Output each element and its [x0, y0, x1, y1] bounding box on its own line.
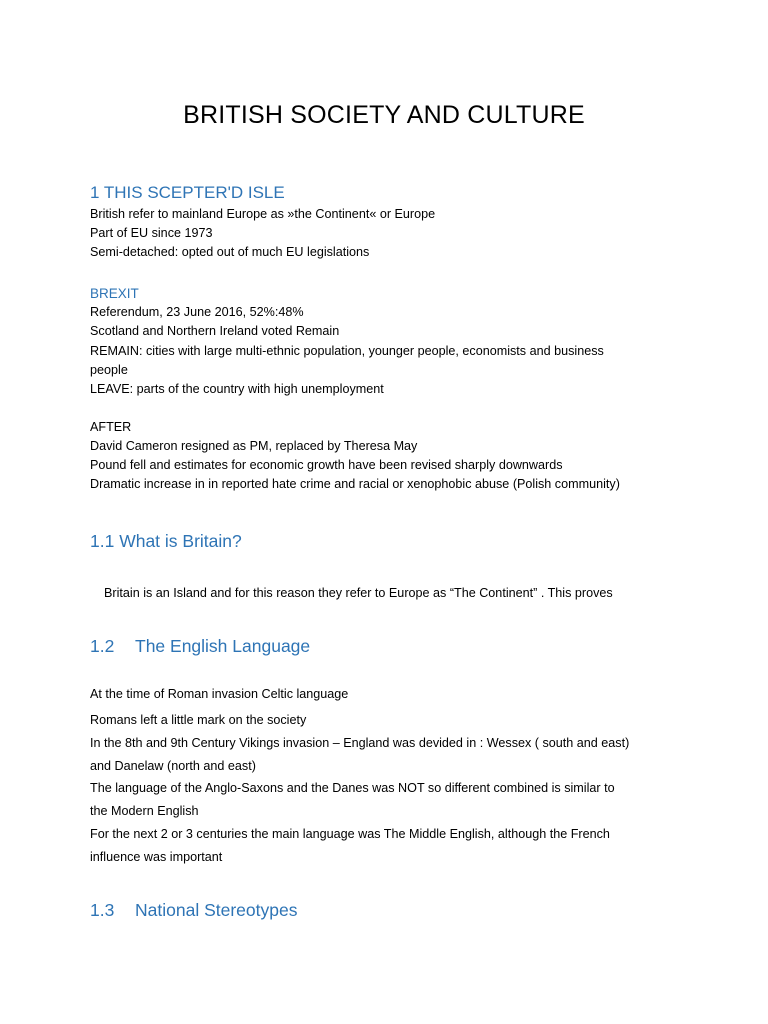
section-1-2-line: At the time of Roman invasion Celtic language: [90, 687, 349, 701]
section-1-2-line: influence was important: [90, 850, 223, 864]
after-line: Pound fell and estimates for economic growth have been revised sharply downwards: [90, 458, 563, 472]
after-line: David Cameron resigned as PM, replaced by Theresa May: [90, 439, 418, 453]
section-1-3-number: 1.3: [90, 900, 115, 920]
section-1-3-heading: [90, 898, 297, 922]
section-1-3-title: National Stereotypes: [135, 900, 298, 920]
section-1-2-title: The English Language: [135, 636, 311, 656]
section-1-line: British refer to mainland Europe as »the Continent« or Europe: [90, 207, 436, 221]
section-1-line: Semi-detached: opted out of much EU legislations: [90, 245, 370, 259]
section-1-2-line: In the 8th and 9th Century Vikings invasion – England was devided in : Wessex ( south and east): [90, 736, 630, 750]
document-title: BRITISH SOCIETY AND CULTURE: [183, 101, 585, 129]
brexit-line: REMAIN: cities with large multi-ethnic population, younger people, economists and business: [90, 344, 604, 358]
section-1-2-line: The language of the Anglo-Saxons and the Danes was NOT so different combined is similar to: [90, 781, 615, 795]
section-1-2-heading: [90, 634, 310, 658]
section-1-2-line: For the next 2 or 3 centuries the main language was The Middle English, although the French: [90, 827, 610, 841]
brexit-heading: BREXIT: [90, 286, 139, 301]
brexit-line: LEAVE: parts of the country with high unemployment: [90, 382, 384, 396]
after-line: Dramatic increase in in reported hate crime and racial or xenophobic abuse (Polish community): [90, 477, 620, 491]
section-1-line: Part of EU since 1973: [90, 226, 213, 240]
after-heading: AFTER: [90, 420, 132, 434]
section-1-2-line: the Modern English: [90, 804, 199, 818]
brexit-line: people: [90, 363, 128, 377]
brexit-line: Scotland and Northern Ireland voted Remain: [90, 324, 340, 338]
section-1-1-heading: 1.1 What is Britain?: [90, 531, 242, 551]
section-1-2-line: and Danelaw (north and east): [90, 759, 256, 773]
section-1-1-line: Britain is an Island and for this reason they refer to Europe as “The Continent” . This proves: [104, 586, 613, 600]
brexit-line: Referendum, 23 June 2016, 52%:48%: [90, 305, 304, 319]
section-1-2-number: 1.2: [90, 636, 115, 656]
section-1-heading: 1 THIS SCEPTER'D ISLE: [90, 183, 285, 202]
section-1-2-line: Romans left a little mark on the society: [90, 713, 307, 727]
